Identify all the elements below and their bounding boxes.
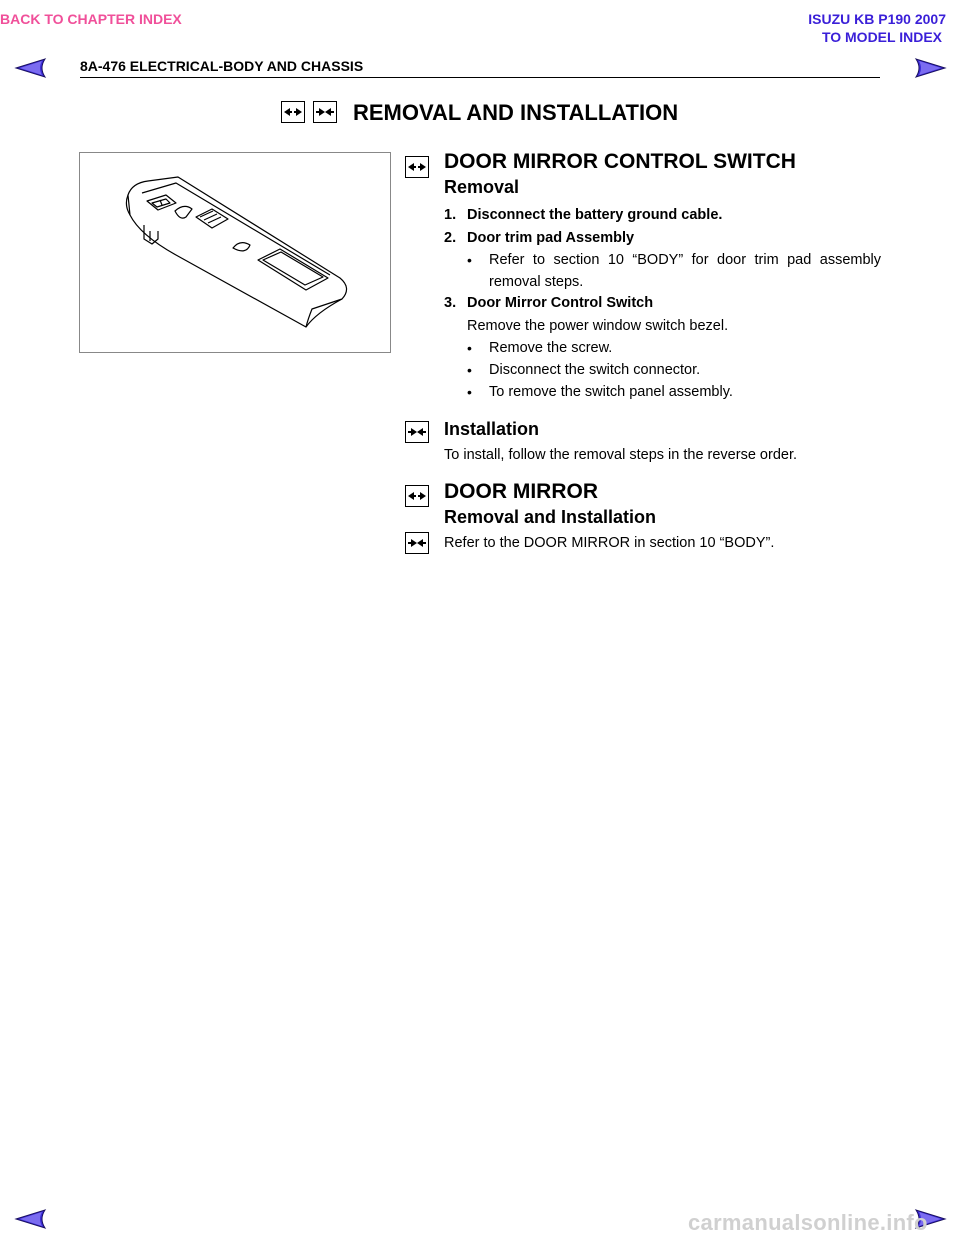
back-to-chapter-index-link[interactable]: BACK TO CHAPTER INDEX: [0, 11, 182, 27]
installation-arrows-icon: [315, 106, 335, 118]
step-3-bullet-1: Remove the screw.: [489, 340, 613, 356]
step-3-number: 3.: [444, 295, 457, 311]
section2-subtitle: Removal and Installation: [444, 507, 657, 527]
right-arrow-icon[interactable]: [913, 57, 947, 79]
left-arrow-icon[interactable]: [14, 1208, 48, 1230]
switch-panel-illustration: [80, 153, 390, 352]
bullet: •: [467, 252, 472, 268]
removal-arrows-icon: [283, 106, 303, 118]
step-3-bullet-3: To remove the switch panel assembly.: [489, 384, 733, 400]
installation-symbol-box: [313, 101, 337, 123]
step-2-bullet-line2: removal steps.: [489, 274, 584, 290]
switch-panel-figure: [79, 152, 391, 353]
removal-symbol-box: [281, 101, 305, 123]
step-1-text: Disconnect the battery ground cable.: [467, 207, 723, 223]
removal-heading: Removal: [444, 177, 520, 197]
header-divider: [80, 77, 880, 78]
section1-removal-symbol-box: [405, 156, 429, 178]
step-3-bullet-2: Disconnect the switch connector.: [489, 362, 701, 378]
removal-arrows-icon: [407, 490, 427, 502]
installation-heading: Installation: [444, 419, 540, 439]
model-title-link[interactable]: ISUZU KB P190 2007: [808, 11, 946, 27]
step-3-text: Door Mirror Control Switch: [467, 295, 654, 311]
page-header-title: 8A-476 ELECTRICAL-BODY AND CHASSIS: [80, 58, 364, 74]
left-arrow-icon[interactable]: [14, 57, 48, 79]
section1-title: DOOR MIRROR CONTROL SWITCH: [444, 150, 796, 173]
section2-text: Refer to the DOOR MIRROR in section 10 “BODY”.: [444, 535, 775, 551]
watermark: carmanualsonline.info: [688, 1210, 928, 1235]
page-title: REMOVAL AND INSTALLATION: [353, 100, 679, 125]
installation-symbol-box: [405, 421, 429, 443]
bullet: •: [467, 384, 472, 400]
removal-arrows-icon: [407, 161, 427, 173]
installation-text: To install, follow the removal steps in the reverse order.: [444, 447, 797, 463]
section2-removal-symbol-box: [405, 485, 429, 507]
step-2-text: Door trim pad Assembly: [467, 230, 635, 246]
installation-arrows-icon: [407, 537, 427, 549]
section2-title: DOOR MIRROR: [444, 480, 598, 503]
bullet: •: [467, 340, 472, 356]
step-3-description: Remove the power window switch bezel.: [467, 318, 729, 334]
step-2-number: 2.: [444, 230, 457, 246]
installation-arrows-icon: [407, 426, 427, 438]
section2-installation-symbol-box: [405, 532, 429, 554]
step-2-bullet-line1: Refer to section 10 “BODY” for door trim pad assembly: [489, 252, 881, 268]
to-model-index-link[interactable]: TO MODEL INDEX: [821, 29, 942, 45]
bullet: •: [467, 362, 472, 378]
step-1-number: 1.: [444, 207, 457, 223]
